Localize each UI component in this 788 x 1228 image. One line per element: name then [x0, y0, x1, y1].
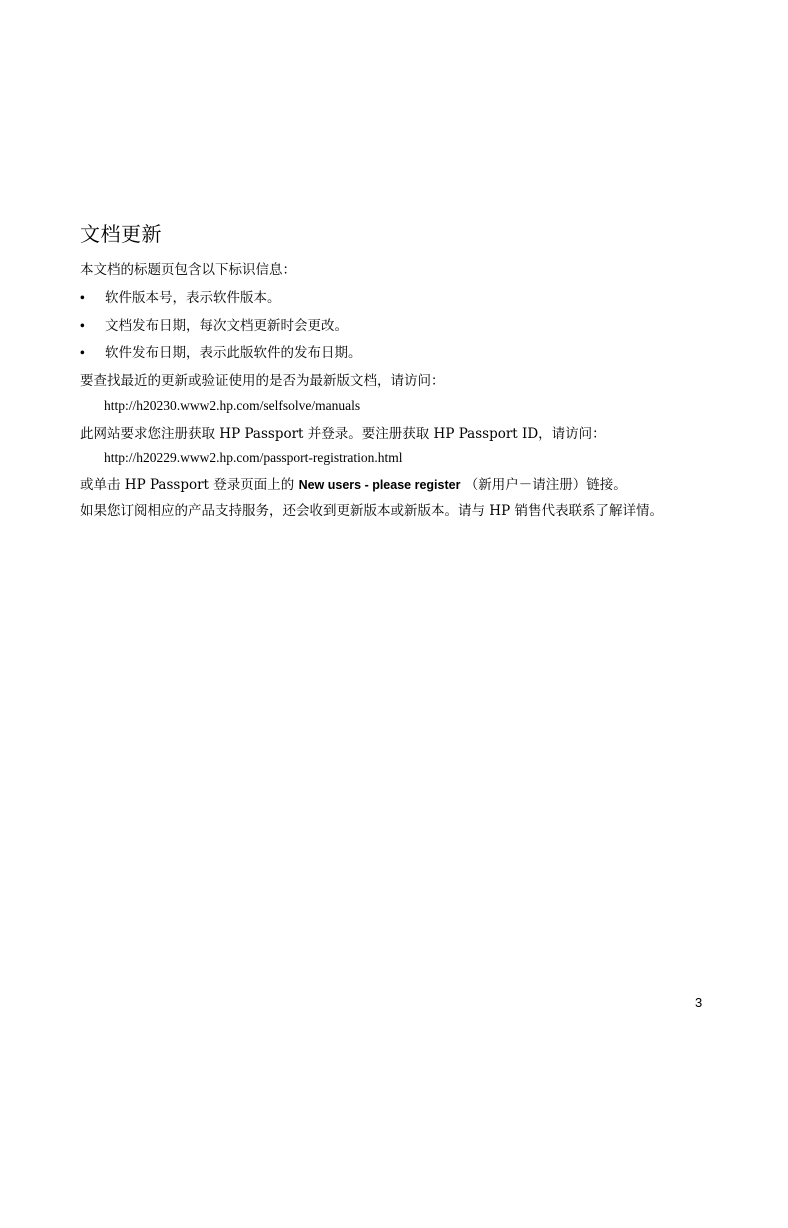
- subscribe-note: 如果您订阅相应的产品支持服务，还会收到更新版本或新版本。请与 HP 销售代表联系了解详情。: [80, 503, 663, 519]
- bullet-marker: •: [80, 345, 85, 360]
- bullet-item: [80, 344, 362, 362]
- bullet-text: 软件版本号，表示软件版本。: [105, 290, 281, 306]
- bullet-text: 软件发布日期，表示此版软件的发布日期。: [105, 345, 362, 361]
- intro-text: 本文档的标题页包含以下标识信息：: [80, 262, 296, 278]
- section-heading: 文档更新: [80, 222, 162, 246]
- page-number: 3: [695, 995, 703, 1010]
- link-prefix-text: 或单击 HP Passport 登录页面上的: [80, 477, 299, 493]
- link-suffix-text: （新用户－请注册）链接。: [460, 477, 627, 493]
- manuals-link[interactable]: http://h20230.www2.hp.com/selfsolve/manuals: [104, 398, 361, 413]
- bullet-text: 文档发布日期，每次文档更新时会更改。: [105, 318, 348, 334]
- bullet-marker: •: [80, 290, 85, 305]
- passport-link-line: [80, 476, 627, 494]
- bullet-item: [80, 317, 348, 335]
- registration-link[interactable]: http://h20229.www2.hp.com/passport-registration.html: [104, 450, 403, 465]
- bullet-marker: •: [80, 318, 85, 333]
- check-latest-text: 要查找最近的更新或验证使用的是否为最新版文档，请访问：: [80, 373, 445, 389]
- new-users-register-link[interactable]: New users - please register: [298, 478, 461, 492]
- bullet-item: [80, 289, 281, 307]
- register-note: 此网站要求您注册获取 HP Passport 并登录。要注册获取 HP Passport ID，请访问：: [80, 426, 606, 442]
